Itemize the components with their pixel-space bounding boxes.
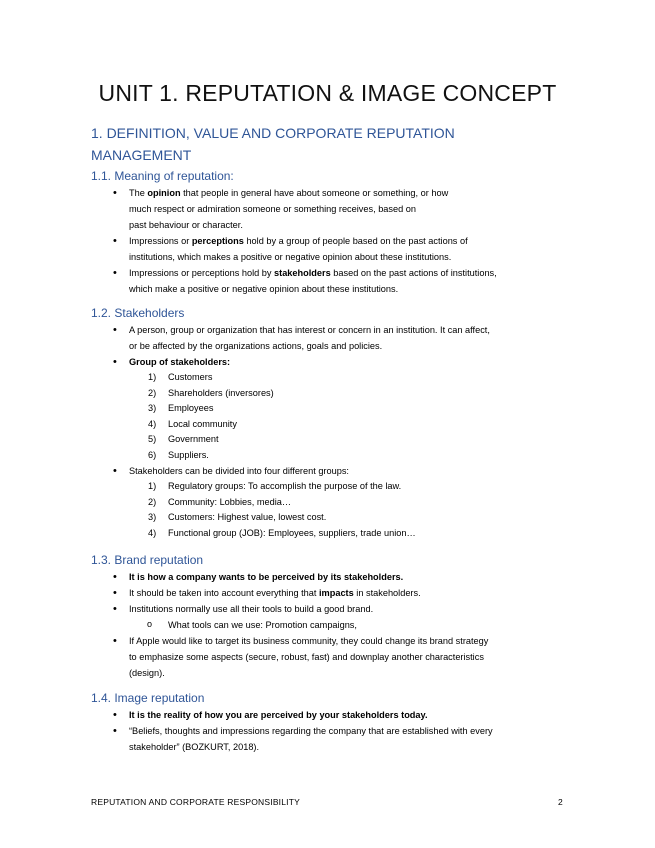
list-item: • If Apple would like to target its business community, they could change its brand strategy to emphasize some aspects (secure, robust, fast) and downplay another characteristics (design).	[0, 633, 569, 681]
list-item: • A person, group or organization that has interest or concern in an institution. It can affect, or be affected by the organizations actions, goals and policies.	[0, 322, 569, 354]
stakeholder-groups-list	[129, 370, 569, 463]
stakeholder-divisions-list	[129, 479, 569, 541]
list-item: • Stakeholders can be divided into four different groups: 1) Regulatory groups: To accomplish the purpose of the law. 2) Community: Lobbies, media… 3) Customers: Highest value, lowest cost. 4) Functional group (JOB): Employees, suppliers, trade union…	[0, 463, 569, 541]
list-item: 3) Employees	[148, 403, 214, 413]
list-item: • “Beliefs, thoughts and impressions regarding the company that are established with every stakeholder” (BOZKURT, 2018).	[0, 723, 569, 755]
list-item: 1) Regulatory groups: To accomplish the purpose of the law.	[148, 481, 402, 491]
list-item: • The opinion that people in general have about someone or something, or how much respect or admiration someone or something receives, based on past behaviour or character.	[0, 185, 569, 233]
heading-1-3: 1.3. Brand reputation	[91, 553, 204, 567]
list-1-2	[0, 322, 569, 541]
list-item: 1) Customers	[148, 372, 213, 382]
list-item: • Institutions normally use all their tools to build a good brand. o What tools can we use: Promotion campaigns,	[0, 601, 569, 633]
footer-title: REPUTATION AND CORPORATE RESPONSIBILITY	[91, 797, 300, 807]
list-item: • It is how a company wants to be perceived by its stakeholders.	[0, 569, 569, 585]
list-item: • Impressions or perceptions hold by stakeholders based on the past actions of institutions, which make a positive or negative opinion about these institutions.	[0, 265, 569, 297]
page-number: 2	[558, 797, 563, 807]
list-item: 4) Functional group (JOB): Employees, suppliers, trade union…	[148, 527, 416, 538]
list-item: 3) Customers: Highest value, lowest cost.	[148, 512, 327, 522]
list-item: 4) Local community	[148, 418, 237, 429]
list-1-4	[0, 707, 569, 755]
heading-1-1: 1.1. Meaning of reputation:	[91, 169, 234, 183]
list-item: 2) Shareholders (inversores)	[148, 387, 274, 398]
list-item: 6) Suppliers.	[148, 449, 209, 460]
heading-1-4: 1.4. Image reputation	[91, 691, 205, 705]
list-item: • Group of stakeholders: 1) Customers 2) Shareholders (inversores) 3) Employees 4) Local community 5) Government 6) Suppliers.	[0, 354, 569, 463]
page-title: UNIT 1. REPUTATION & IMAGE CONCEPT	[98, 80, 557, 106]
heading-1-2: 1.2. Stakeholders	[91, 306, 185, 320]
list-item: • It is the reality of how you are perceived by your stakeholders today.	[0, 707, 569, 723]
list-1-1	[0, 185, 569, 297]
list-item: o What tools can we use: Promotion campaigns,	[129, 617, 569, 633]
list-1-3	[0, 569, 569, 681]
list-item: • It should be taken into account everything that impacts in stakeholders.	[0, 585, 569, 601]
list-item: 2) Community: Lobbies, media…	[148, 496, 292, 507]
list-item: 5) Government	[148, 434, 219, 444]
section-heading-1: 1. DEFINITION, VALUE AND CORPORATE REPUTATION MANAGEMENT	[91, 125, 455, 163]
list-item: • Impressions or perceptions hold by a group of people based on the past actions of institutions, which makes a positive or negative opinion about these institutions.	[0, 233, 569, 265]
sub-list	[129, 617, 569, 633]
